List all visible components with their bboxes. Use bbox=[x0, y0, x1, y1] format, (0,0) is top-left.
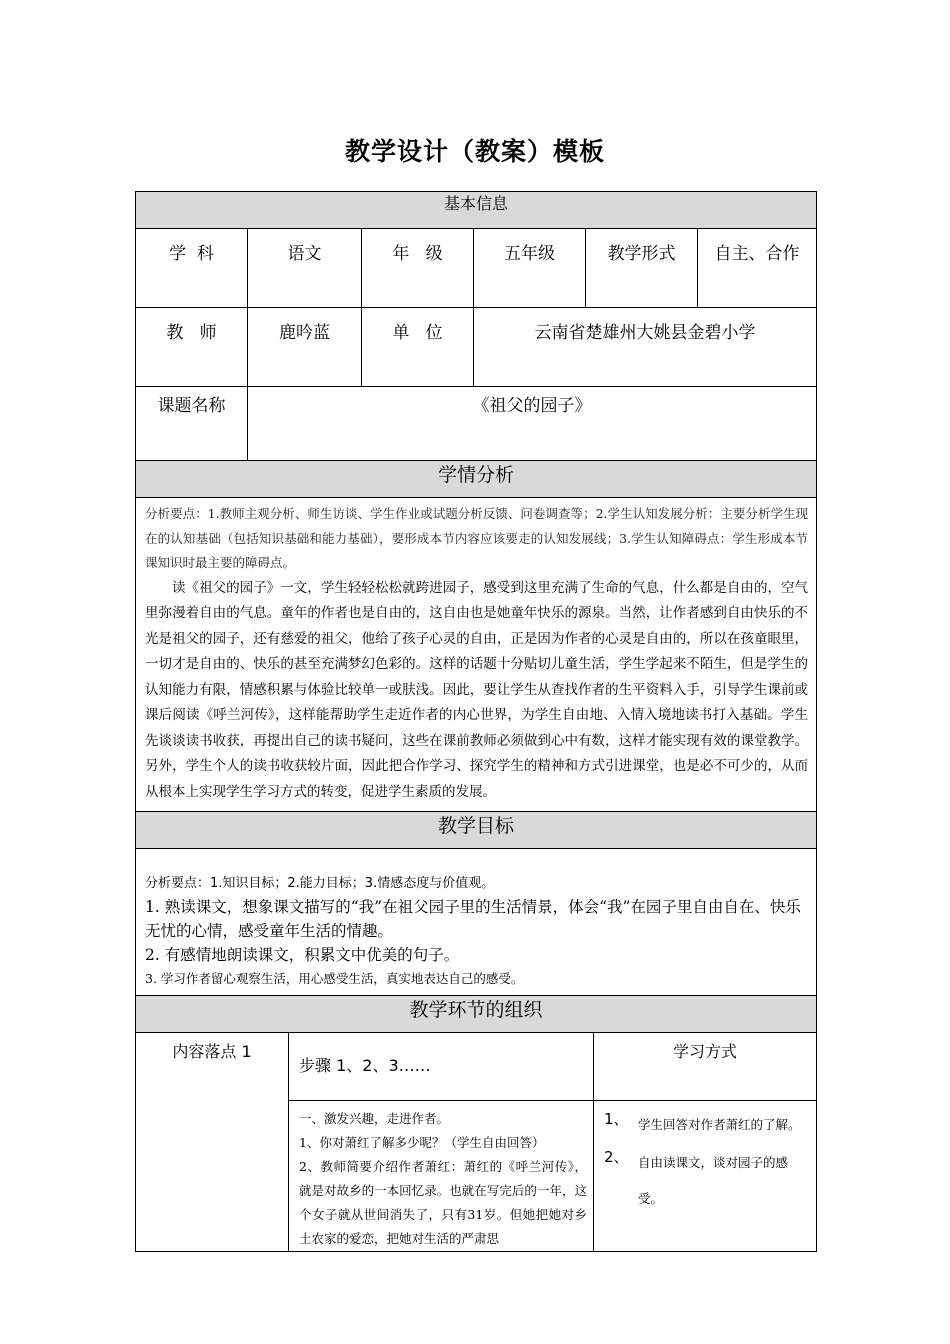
objectives-header: 教学目标 bbox=[136, 812, 817, 849]
method-number-2: 2、 bbox=[604, 1148, 629, 1166]
step-content bbox=[289, 1101, 594, 1252]
form-label: 教学形式 bbox=[586, 229, 698, 308]
objective-item-1: 1. 熟读课文，想象课文描写的“我”在祖父园子里的生活情景，体会“我”在园子里自由自在、快乐无忧的心情，感受童年生活的情趣。 bbox=[145, 898, 801, 940]
method-label: 学习方式 bbox=[594, 1033, 817, 1101]
grade-value: 五年级 bbox=[474, 229, 586, 308]
objectives-content bbox=[136, 849, 817, 996]
unit-label: 单 位 bbox=[362, 308, 474, 387]
subject-label: 学 科 bbox=[136, 229, 248, 308]
method-number-1: 1、 bbox=[604, 1110, 629, 1128]
content-line-1: 一、激发兴趣，走进作者。 bbox=[299, 1111, 450, 1126]
topic-label: 课题名称 bbox=[136, 387, 248, 461]
teacher-value: 鹿吟蓝 bbox=[248, 308, 362, 387]
unit-value: 云南省楚雄州大姚县金碧小学 bbox=[474, 308, 817, 387]
lesson-plan-table bbox=[135, 191, 817, 1252]
subject-value: 语文 bbox=[248, 229, 362, 308]
form-value: 自主、合作 bbox=[698, 229, 817, 308]
content-line-2: 1、你对萧红了解多少呢？（学生自由回答） bbox=[299, 1135, 545, 1150]
basic-info-header: 基本信息 bbox=[136, 192, 817, 229]
method-content bbox=[594, 1101, 817, 1252]
topic-value: 《祖父的园子》 bbox=[248, 387, 817, 461]
analysis-note: 分析要点：1.教师主观分析、师生访谈、学生作业或试题分析反馈、问卷调查等；2.学生认知发展分析：主要分析学生现在的认知基础（包括知识基础和能力基础），要形成本节内容应该要走的认知发展线；3.学生认知障碍点：学生形成本节课知识时最主要的障碍点。 bbox=[145, 506, 809, 570]
steps-label: 步骤 1、2、3…… bbox=[289, 1033, 594, 1101]
objective-item-3: 3. 学习作者留心观察生活，用心感受生活，真实地表达自己的感受。 bbox=[145, 971, 524, 986]
content-point-label: 内容落点 1 bbox=[136, 1033, 289, 1252]
method-text-2: 自由读课文，谈对园子的感受。 bbox=[638, 1155, 789, 1206]
analysis-header: 学情分析 bbox=[136, 461, 817, 498]
method-text-1: 学生回答对作者萧红的了解。 bbox=[638, 1117, 801, 1132]
analysis-content bbox=[136, 498, 817, 812]
organization-header: 教学环节的组织 bbox=[136, 996, 817, 1033]
content-line-3: 2、教师简要介绍作者萧红：萧红的《呼兰河传》，就是对故乡的一本回忆录。也就在写完后的一年，这个女子就从世间消失了，只有31岁。但她把她对乡土农家的爱恋，把她对生活的严肃思 bbox=[299, 1159, 587, 1246]
grade-label: 年 级 bbox=[362, 229, 474, 308]
method-item-1 bbox=[604, 1107, 810, 1143]
objectives-note: 分析要点：1.知识目标；2.能力目标；3.情感态度与价值观。 bbox=[145, 876, 495, 891]
page-title: 教学设计（教案）模板 bbox=[344, 137, 605, 166]
analysis-body: 读《祖父的园子》一文，学生轻轻松松就跨进园子，感受到这里充满了生命的气息，什么都是自由的，空气里弥漫着自由的气息。童年的作者也是自由的，这自由也是她童年快乐的源泉。当然，让作者感到自由快乐的不光是祖父的园子，还有慈爱的祖父，他给了孩子心灵的自由，正是因为作者的心灵是自由的，所以在孩童眼里，一切才是自由的、快乐的甚至充满梦幻色彩的。这样的话题十分贴切儿童生活，学生学起来不陌生，但是学生的认知能力有限，情感积累与体验比较单一或肤浅。因此，要让学生从查找作者的生平资料入手，引导学生课前或课后阅读《呼兰河传》，这样能帮助学生走近作者的内心世界，为学生自由地、入情入境地读书打入基础。学生先谈谈读书收获，再提出自己的读书疑问，这些在课前教师必须做到心中有数，这样才能实现有效的课堂教学。另外，学生个人的读书收获较片面，因此把合作学习、探究学生的精神和方式引进课堂，也是必不可少的，从而从根本上实现学生学习方式的转变，促进学生素质的发展。 bbox=[145, 579, 809, 800]
objective-item-2: 2. 有感情地朗读课文，积累文中优美的句子。 bbox=[145, 946, 460, 964]
teacher-label: 教 师 bbox=[136, 308, 248, 387]
method-item-2 bbox=[604, 1145, 810, 1217]
